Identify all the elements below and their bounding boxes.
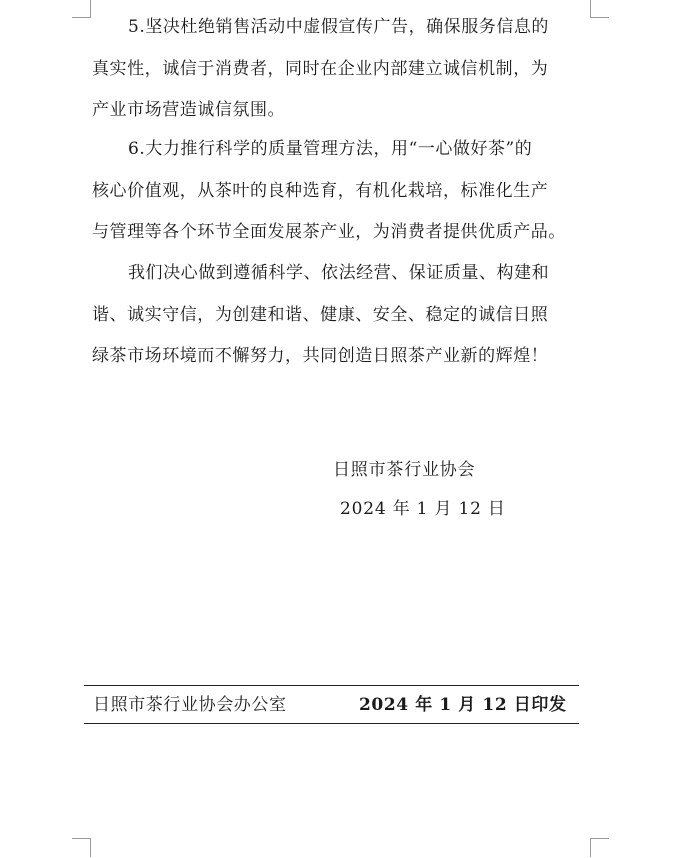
footer-issue-date: 2024 年 1 月 12 日印发 [359, 695, 567, 715]
paragraph-line: 与管理等各个环节全面发展茶产业，为消费者提供优质产品。 [92, 222, 566, 242]
paragraph-resolution [92, 253, 592, 378]
issuance-footer [84, 685, 579, 724]
paragraph-line: 核心价值观，从茶叶的良种选育，有机化栽培，标准化生产 [92, 180, 549, 201]
crop-mark-bottom-left [72, 838, 91, 857]
signature-date: 2024 年 1 月 12 日 [340, 499, 506, 519]
paragraph-line: 谐、诚实守信，为创建和谐、健康、安全、稳定的诚信日照 [92, 304, 549, 325]
paragraph-line: 真实性，诚信于消费者，同时在企业内部建立诚信机制，为 [92, 58, 549, 79]
paragraph-line: 5.坚决杜绝销售活动中虚假宣传广告，确保服务信息的 [128, 17, 549, 37]
paragraph-item-5 [92, 7, 592, 132]
paragraph-line: 产业市场营造诚信氛围。 [92, 100, 286, 120]
signature-organization: 日照市茶行业协会 [333, 460, 476, 480]
paragraph-line: 我们决心做到遵循科学、依法经营、保证质量、构建和 [128, 263, 550, 283]
crop-mark-bottom-right [590, 838, 609, 857]
paragraph-line: 6.大力推行科学的质量管理方法，用“一心做好茶”的 [128, 139, 533, 159]
paragraph-line: 绿茶市场环境而不懈努力，共同创造日照茶产业新的辉煌！ [92, 346, 549, 366]
paragraph-item-6 [92, 129, 592, 254]
crop-mark-top-right [590, 0, 609, 18]
crop-mark-top-left [72, 0, 91, 18]
footer-issuer: 日照市茶行业协会办公室 [93, 695, 287, 715]
